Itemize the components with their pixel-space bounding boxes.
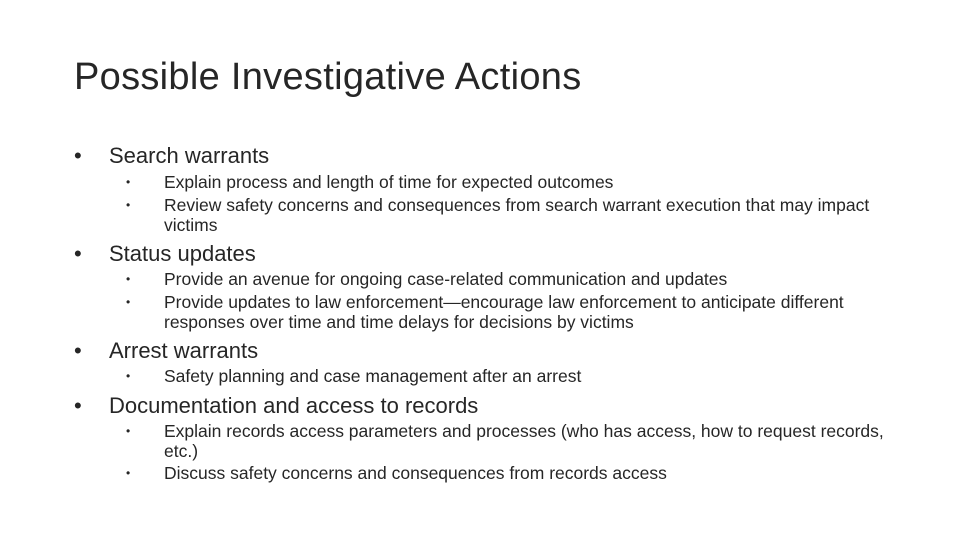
sub-bullet-icon: • (126, 295, 131, 309)
list-item-text: Discuss safety concerns and consequences from records access (164, 463, 667, 483)
bullet-icon: • (74, 143, 82, 168)
bullet-icon: • (74, 393, 82, 418)
list-item-text: Safety planning and case management after an arrest (164, 366, 582, 386)
slide-title: Possible Investigative Actions (74, 56, 582, 98)
bullet-icon: • (74, 241, 82, 266)
sub-bullet-icon: • (126, 466, 131, 480)
sub-bullet-icon: • (126, 424, 131, 438)
sub-bullet-icon: • (126, 198, 131, 212)
list-item-text: Explain process and length of time for expected outcomes (164, 172, 614, 192)
section-heading: Documentation and access to records (109, 393, 479, 418)
sub-bullet-icon: • (126, 272, 131, 286)
section-heading: Status updates (109, 241, 256, 266)
section-heading: Arrest warrants (109, 338, 259, 363)
bullet-icon: • (74, 338, 82, 363)
list-item-text: Provide updates to law enforcement—encourage law enforcement to anticipate different responses over time and time delays for decisions by victims (164, 292, 844, 332)
section-heading: Search warrants (109, 143, 270, 168)
list-item-text: Review safety concerns and consequences from search warrant execution that may impact victims (164, 195, 870, 235)
sub-bullet-icon: • (126, 175, 131, 189)
sub-bullet-icon: • (126, 369, 131, 383)
list-item-text: Explain records access parameters and processes (who has access, how to request records, etc.) (164, 421, 884, 461)
list-item-text: Provide an avenue for ongoing case-related communication and updates (164, 269, 728, 289)
